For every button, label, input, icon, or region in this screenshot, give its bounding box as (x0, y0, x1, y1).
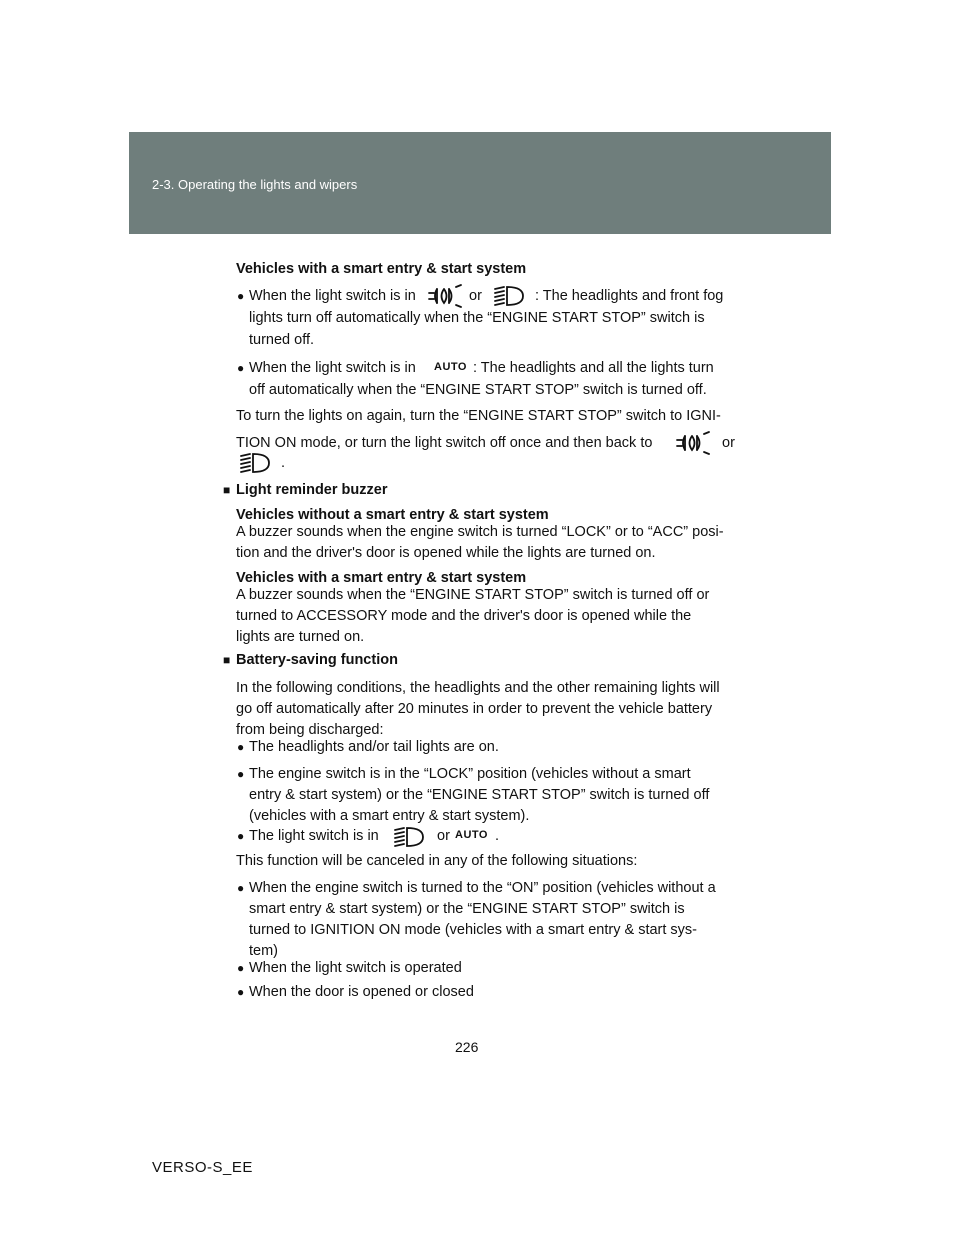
condition-2-line-2: entry & start system) or the “ENGINE START STOP” switch is turned off (249, 787, 710, 803)
headlight-icon (394, 826, 424, 848)
bullet-1-line-2: lights turn off automatically when the “ENGINE START STOP” switch is (249, 310, 705, 326)
bullet-icon: ● (237, 740, 245, 754)
reminder-para-2-line-3: lights are turned on. (236, 629, 365, 645)
reminder-para-2-line-2: turned to ACCESSORY mode and the driver's door is opened while the (236, 608, 692, 624)
low-beam-headlight-icon (676, 431, 712, 455)
auto-light-icon: AUTO (455, 829, 488, 841)
condition-2-line-1: The engine switch is in the “LOCK” position (vehicles without a smart (249, 766, 691, 782)
bullet-2-post: : The headlights and all the lights turn (473, 360, 714, 376)
bullet-1-pre: When the light switch is in (249, 288, 416, 304)
bullet-2-pre: When the light switch is in (249, 360, 416, 376)
reminder-para-2-line-1: A buzzer sounds when the “ENGINE START STOP” switch is turned off or (236, 587, 710, 603)
page-number: 226 (455, 1039, 479, 1055)
auto-light-icon: AUTO (434, 361, 467, 373)
restore-paragraph-line-2: TION ON mode, or turn the light switch off once and then back to (236, 435, 653, 451)
bullet-icon: ● (237, 961, 245, 975)
bullet-1-post: : The headlights and front fog (535, 288, 724, 304)
document-code: VERSO-S_EE (152, 1159, 253, 1176)
bullet-icon: ● (237, 289, 245, 303)
cancel-1-line-4: tem) (249, 943, 278, 959)
battery-intro-line-3: from being discharged: (236, 722, 384, 738)
reminder-title: Light reminder buzzer (236, 482, 388, 498)
bullet-1-line-3: turned off. (249, 332, 315, 348)
cancel-1-line-1: When the engine switch is turned to the “ON” position (vehicles without a (249, 880, 716, 896)
bullet-icon: ● (237, 829, 245, 843)
condition-1: The headlights and/or tail lights are on. (249, 739, 499, 755)
reminder-para-1-line-1: A buzzer sounds when the engine switch is turned “LOCK” or to “ACC” posi- (236, 524, 724, 540)
restore-paragraph-line-1: To turn the lights on again, turn the “ENGINE START STOP” switch to IGNI- (236, 408, 721, 424)
condition-3-end: . (495, 828, 500, 844)
battery-intro-line-1: In the following conditions, the headlights and the other remaining lights will (236, 680, 720, 696)
cancel-1-line-3: turned to IGNITION ON mode (vehicles with a smart entry & start sys- (249, 922, 698, 938)
bullet-icon: ● (237, 767, 245, 781)
low-beam-headlight-icon (428, 284, 464, 308)
restore-paragraph-or: or (722, 435, 735, 451)
bullet-icon: ● (237, 985, 245, 999)
cancel-3: When the door is opened or closed (249, 984, 474, 1000)
restore-paragraph-end: . (281, 455, 286, 471)
section-title: 2-3. Operating the lights and wipers (152, 177, 358, 192)
bullet-2-line-2: off automatically when the “ENGINE START STOP” switch is turned off. (249, 382, 707, 398)
cancel-1-line-2: smart entry & start system) or the “ENGINE START STOP” switch is (249, 901, 685, 917)
reminder-para-1-line-2: tion and the driver's door is opened while the lights are turned on. (236, 545, 656, 561)
headlight-icon (494, 285, 524, 307)
bullet-icon: ● (237, 361, 245, 375)
condition-3-or: or (437, 828, 450, 844)
smart-entry-heading: Vehicles with a smart entry & start system (236, 261, 527, 277)
bullet-1-or: or (469, 288, 482, 304)
battery-title: Battery-saving function (236, 652, 398, 668)
reminder-heading-1: Vehicles without a smart entry & start system (236, 507, 549, 523)
condition-3-pre: The light switch is in (249, 828, 379, 844)
bullet-icon: ● (237, 881, 245, 895)
headlight-icon (240, 452, 270, 474)
battery-intro-line-2: go off automatically after 20 minutes in order to prevent the vehicle battery (236, 701, 713, 717)
condition-2-line-3: (vehicles with a smart entry & start system). (249, 808, 530, 824)
cancel-intro: This function will be canceled in any of the following situations: (236, 853, 638, 869)
reminder-heading-2: Vehicles with a smart entry & start system (236, 570, 527, 586)
section-square-icon: ■ (223, 483, 231, 497)
section-square-icon: ■ (223, 653, 231, 667)
cancel-2: When the light switch is operated (249, 960, 462, 976)
